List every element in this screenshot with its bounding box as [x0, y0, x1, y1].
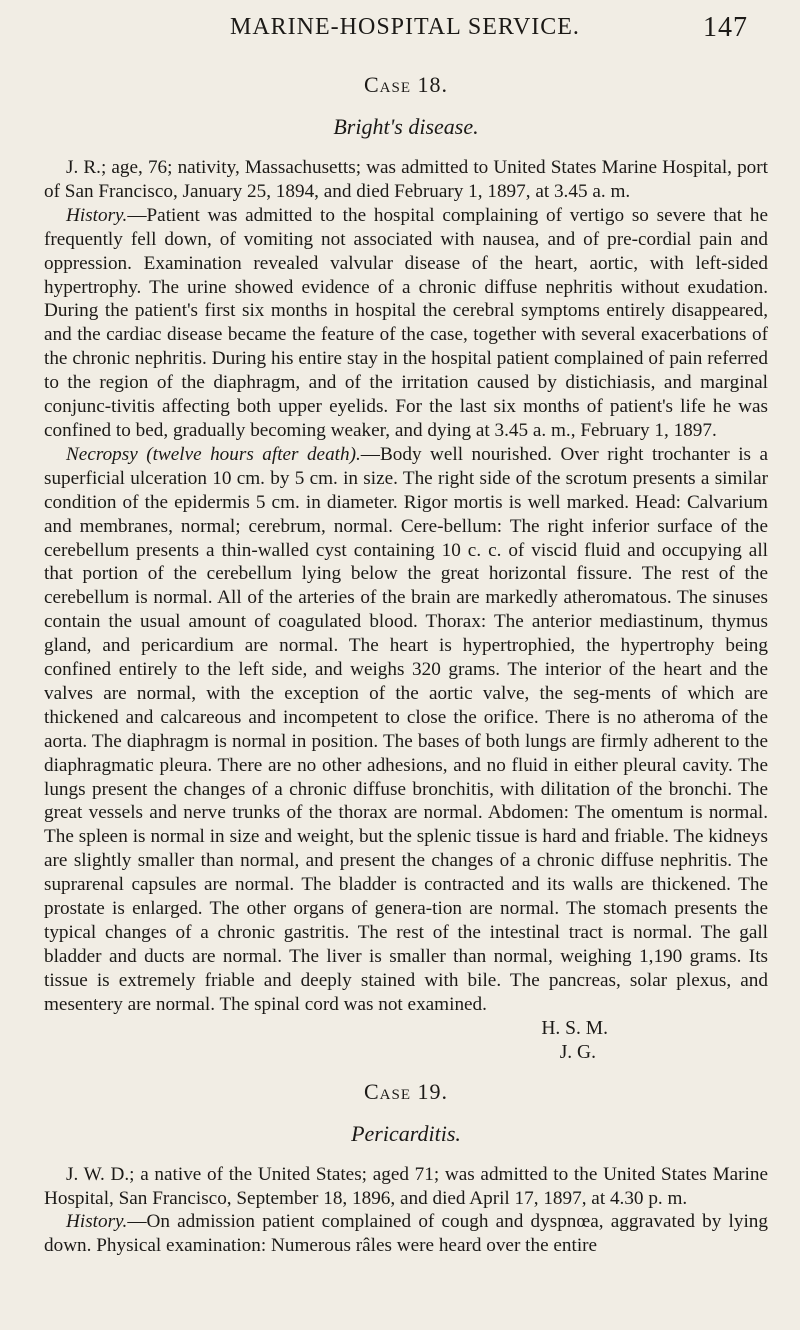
case-18-section: [44, 70, 768, 1065]
running-head: [44, 0, 768, 64]
running-title: MARINE-HOSPITAL SERVICE.: [230, 14, 580, 40]
case-18-signature-1: H. S. M.: [541, 1017, 608, 1039]
case-19-section: [44, 1077, 768, 1259]
case-18-necropsy: [44, 443, 768, 1017]
case-18-history-text: —Patient was admitted to the hospital complaining of vertigo so severe that he frequently fell down, of vomiting not associated with nausea, and of pre-cordial pain and oppression. Examination revealed valvular disease of the heart, aortic, with left-sided hypertrophy. The urine showed evidence of a chronic diffuse nephritis without exudation. During the patient's first six months in hospital the cerebral symptoms entirely disappeared, and the cardiac disease became the feature of the case, together with several exacerbations of the chronic nephritis. During his entire stay in the hospital patient complained of pain referred to the region of the diaphragm, and of the irritation caused by distichiasis, and marginal conjunc-tivitis affecting both upper eyelids. For the last six months of patient's life he was confined to bed, gradually becoming weaker, and dying at 3.45 a. m., February 1, 1897.: [44, 204, 768, 441]
case-18-heading: Case 18.: [363, 72, 448, 97]
case-19-history: [44, 1210, 768, 1258]
page-number: 147: [703, 12, 748, 43]
case-19-subtitle: Pericarditis.: [351, 1120, 461, 1146]
case-19-heading: Case 19.: [363, 1078, 448, 1104]
case-18-necropsy-lead: Necropsy (twelve hours after death).: [66, 443, 361, 465]
case-18-history-lead: History.: [66, 204, 128, 226]
case-18-history: [44, 204, 768, 443]
case-18-intro: J. R.; age, 76; nativity, Massachusetts; was admitted to United States Marine Hospital, port of San Francisco, January 25, 1894, and died February 1, 1897, at 3.45 a. m.: [44, 157, 768, 202]
case-18-subtitle: Bright's disease.: [333, 114, 479, 139]
case-18-necropsy-text: —Body well nourished. Over right trochanter is a superficial ulceration 10 cm. by 5 cm. in size. The right side of the scrotum presents a similar condition of the epidermis 5 cm. in diameter. Rigor mortis is well marked. Head: Calvarium and membranes, normal; cerebrum, normal. Cere-bellum: The right inferior surface of the cerebellum presents a thin-walled cyst containing 10 c. c. of viscid fluid and occupying all that portion of the cerebellum lying below the great horizontal fissure. The rest of the cerebellum is normal. All of the arteries of the brain are markedly atheromatous. The sinuses contain the usual amount of coagulated blood. Thorax: The anterior mediastinum, thymus gland, and pericardium are normal. The heart is hypertrophied, the hypertrophy being confined entirely to the left side, and weighs 320 grams. The interior of the heart and the valves are normal, with the exception of the aortic valve, the seg-ments of which are thickened and calcareous and incompetent to close the orifice. There is no atheroma of the aorta. The diaphragm is normal in position. The bases of both lungs are firmly adherent to the diaphragmatic pleura. There are no other adhesions, and no fluid in either pleural cavity. The lungs present the changes of a chronic diffuse bronchitis, with dilitation of the bronchi. The great vessels and nerve trunks of the thorax are normal. Abdomen: The omentum is normal. The spleen is normal in size and weight, but the splenic tissue is hard and friable. The kidneys are slightly smaller than normal, and present the changes of a chronic diffuse nephritis. The suprarenal capsules are normal. The bladder is contracted and its walls are thickened. The prostate is enlarged. The other organs of genera-tion are normal. The stomach presents the typical changes of a chronic gastritis. The rest of the intestinal tract is normal. The gall bladder and ducts are normal. The liver is smaller than normal, weighing 1,190 grams. Its tissue is extremely friable and deeply stained with bile. The pancreas, solar plexus, and mesentery are normal. The spinal cord was not examined.: [44, 443, 768, 1015]
case-19-history-text: —On admission patient complained of cough and dyspnœa, aggravated by lying down. Physical examination: Numerous râles were heard over the entire: [44, 1211, 768, 1257]
case-19-intro: J. W. D.; a native of the United States; aged 71; was admitted to the United States Marine Hospital, San Francisco, September 18, 1896, and died April 17, 1897, at 4.30 p. m.: [44, 1163, 768, 1209]
case-18-signature-2: J. G.: [559, 1041, 596, 1063]
case-19-history-lead: History.: [66, 1211, 128, 1233]
